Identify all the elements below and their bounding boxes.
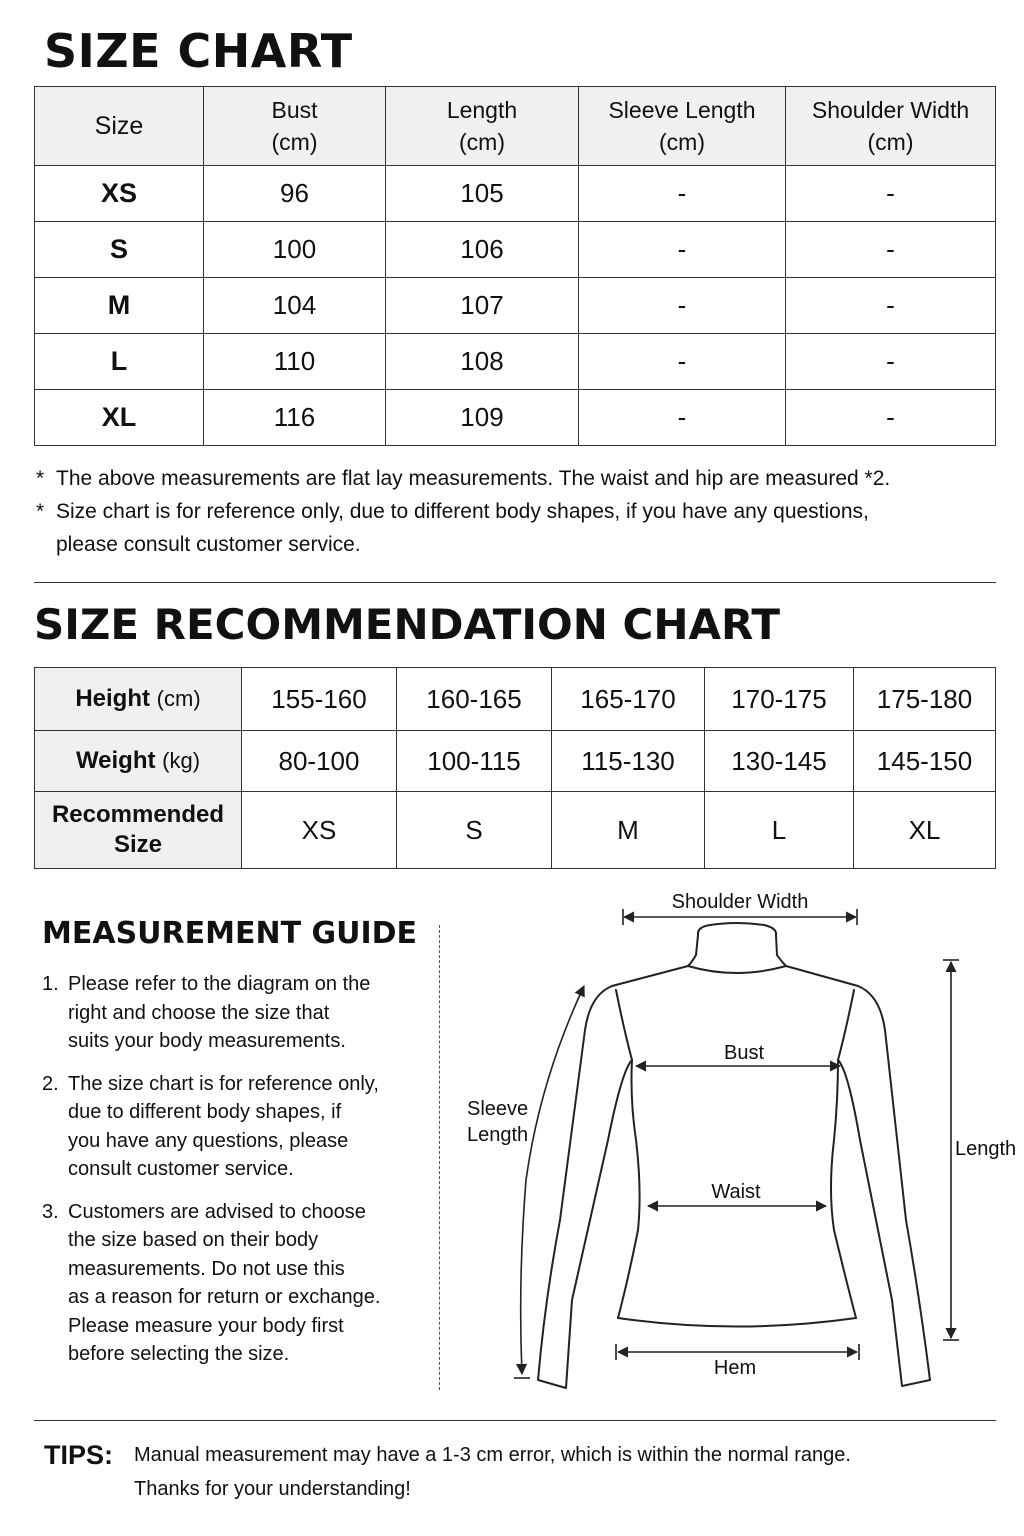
weight-row: [35, 731, 996, 792]
table-row: [35, 390, 996, 446]
weight-range: 100-115: [397, 731, 552, 792]
recommended-size-row: [35, 792, 996, 869]
hem-label: Hem: [713, 1357, 757, 1379]
list-text: The size chart is for reference only, due to different body shapes, if you have any questions, please consult customer service.: [68, 1072, 379, 1180]
cell-sleeve: -: [579, 222, 786, 278]
note-reference: [36, 495, 890, 561]
note-flat-lay: [36, 462, 890, 495]
header-sleeve-length: Sleeve Length (cm): [579, 87, 786, 166]
tips-line: Manual measurement may have a 1-3 cm error, which is within the normal range.: [134, 1444, 851, 1466]
garment-diagram: [450, 880, 1024, 1400]
asterisk: *: [36, 467, 45, 490]
weight-range: 145-150: [854, 731, 996, 792]
list-number: 2.: [42, 1072, 59, 1095]
table-row: [35, 166, 996, 222]
header-length: Length (cm): [386, 87, 579, 166]
size-chart-title: SIZE CHART: [44, 24, 353, 78]
table-row: [35, 278, 996, 334]
list-item: [42, 1198, 412, 1369]
cell-bust: 100: [204, 222, 386, 278]
shoulder-line-left: [612, 966, 688, 986]
height-range: 155-160: [242, 668, 397, 731]
divider: [34, 582, 996, 583]
list-number: 3.: [42, 1200, 59, 1223]
note-text: The above measurements are flat lay measurements. The waist and hip are measured *2.: [56, 467, 891, 490]
body-side-left: [616, 990, 640, 1318]
list-item: [42, 1070, 412, 1184]
sleeve-length-label-2: Length: [467, 1124, 529, 1146]
cell-shoulder: -: [786, 222, 996, 278]
height-range: 175-180: [854, 668, 996, 731]
height-row: [35, 668, 996, 731]
cell-size: XS: [35, 166, 204, 222]
cell-bust: 96: [204, 166, 386, 222]
shoulder-line-right: [786, 966, 858, 986]
shoulder-width-label: Shoulder Width: [671, 891, 809, 913]
sleeve-length-label-1: Sleeve: [467, 1098, 529, 1120]
collar-outline: [696, 935, 698, 955]
header-size: Size: [35, 87, 204, 166]
cell-size: S: [35, 222, 204, 278]
cell-shoulder: -: [786, 334, 996, 390]
table-row: [35, 334, 996, 390]
bust-label: Bust: [723, 1042, 765, 1064]
guide-separator: [439, 925, 440, 1390]
size-chart-table: [34, 86, 996, 446]
recommended-size: S: [397, 792, 552, 869]
right-sleeve-outline: [838, 986, 930, 1386]
cell-sleeve: -: [579, 334, 786, 390]
waist-label: Waist: [711, 1181, 761, 1203]
cell-shoulder: -: [786, 390, 996, 446]
left-sleeve-outline: [538, 986, 632, 1388]
tips-label: TIPS:: [44, 1440, 114, 1470]
cell-size: L: [35, 334, 204, 390]
header-shoulder-width: Shoulder Width (cm): [786, 87, 996, 166]
tips-text: [134, 1438, 851, 1506]
table-row: [35, 222, 996, 278]
list-number: 1.: [42, 973, 59, 995]
height-range: 170-175: [705, 668, 854, 731]
measurement-guide-title: MEASUREMENT GUIDE: [42, 916, 418, 951]
collar-base: [688, 955, 786, 973]
list-text: Please refer to the diagram on the right and choose the size that suits your body measurements.: [68, 973, 371, 1052]
weight-label: Weight (kg): [35, 731, 242, 792]
note-text: Size chart is for reference only, due to different body shapes, if you have any questions, please consult customer service.: [56, 500, 869, 556]
recommended-size-label: Recommended Size: [35, 792, 242, 869]
cell-sleeve: -: [579, 166, 786, 222]
recommendation-table: [34, 667, 996, 869]
weight-range: 80-100: [242, 731, 397, 792]
weight-range: 115-130: [552, 731, 705, 792]
collar-outline: [698, 923, 777, 955]
height-range: 165-170: [552, 668, 705, 731]
recommended-size: M: [552, 792, 705, 869]
cell-shoulder: -: [786, 166, 996, 222]
sleeve-length-arrow: [521, 986, 584, 1374]
cell-size: M: [35, 278, 204, 334]
divider: [34, 1420, 996, 1421]
weight-range: 130-145: [705, 731, 854, 792]
height-label: Height (cm): [35, 668, 242, 731]
cell-length: 108: [386, 334, 579, 390]
hem-outline: [618, 1318, 856, 1327]
size-chart-notes: [36, 462, 890, 561]
cell-length: 107: [386, 278, 579, 334]
cell-size: XL: [35, 390, 204, 446]
cell-sleeve: -: [579, 390, 786, 446]
cell-length: 106: [386, 222, 579, 278]
cell-sleeve: -: [579, 278, 786, 334]
body-side-right: [831, 990, 856, 1318]
cell-length: 109: [386, 390, 579, 446]
measurement-guide-list: [42, 970, 412, 1383]
cell-bust: 116: [204, 390, 386, 446]
cell-bust: 110: [204, 334, 386, 390]
recommended-size: L: [705, 792, 854, 869]
list-text: Customers are advised to choose the size based on their body measurements. Do not use this as a reason for return or exchange. Please measure your body first before selecting the size.: [68, 1200, 381, 1365]
height-range: 160-165: [397, 668, 552, 731]
cell-shoulder: -: [786, 278, 996, 334]
length-label: Length: [955, 1138, 1017, 1160]
header-bust: Bust (cm): [204, 87, 386, 166]
size-chart-header-row: [35, 87, 996, 166]
cell-length: 105: [386, 166, 579, 222]
recommendation-title: SIZE RECOMMENDATION CHART: [34, 600, 781, 649]
asterisk: *: [36, 500, 45, 523]
recommended-size: XL: [854, 792, 996, 869]
list-item: [42, 970, 412, 1056]
tips-line: Thanks for your understanding!: [134, 1478, 411, 1500]
recommended-size: XS: [242, 792, 397, 869]
cell-bust: 104: [204, 278, 386, 334]
